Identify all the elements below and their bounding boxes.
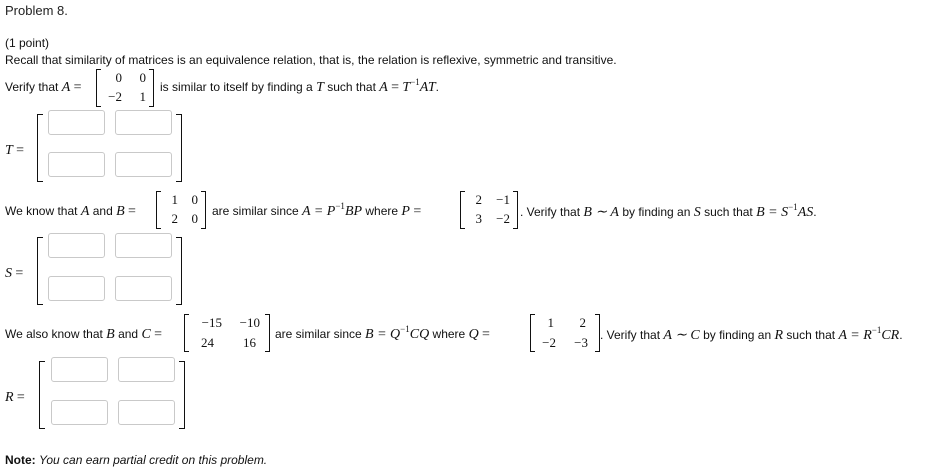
matrix-r-right-bracket <box>179 361 185 429</box>
matrix-q-cell: −2 <box>542 335 556 350</box>
note <box>5 453 267 467</box>
formula-inverse: −1 <box>335 201 345 211</box>
part2-sentence-mid <box>212 201 422 220</box>
label-s: S <box>5 266 12 281</box>
part3-sentence <box>5 327 162 343</box>
formula-bp: BP <box>344 204 363 219</box>
r-input-11[interactable] <box>51 357 108 382</box>
var-s: S <box>693 205 701 220</box>
part1-tail: such that <box>327 80 376 94</box>
formula-b-s: B = S <box>756 205 789 220</box>
part1-sentence-rest <box>160 77 439 96</box>
verify-text: . Verify that <box>600 328 661 342</box>
relation-a-c: A ∼ C <box>663 328 700 343</box>
var-a: A <box>61 80 71 95</box>
note-text: You can earn partial credit on this problem. <box>39 453 268 467</box>
verify-text: . Verify that <box>520 205 581 219</box>
s-input-22[interactable] <box>115 276 172 301</box>
matrix-s-right-bracket <box>176 237 182 305</box>
part1-prefix: Verify that <box>5 80 59 94</box>
equals-sign: = <box>16 390 25 405</box>
matrix-p-cell: 2 <box>475 192 482 207</box>
part1-sentence <box>5 80 82 96</box>
where-text: where <box>365 204 399 218</box>
part2-mid: are similar since <box>212 204 299 218</box>
note-label: Note: <box>5 453 36 467</box>
matrix-b-cell: 1 <box>171 192 178 207</box>
r-input-21[interactable] <box>51 400 108 425</box>
label-r: R <box>5 390 14 405</box>
matrix-q-cell: 1 <box>547 315 554 330</box>
matrix-p <box>460 191 518 229</box>
matrix-r-left-bracket <box>39 361 45 429</box>
var-t: T <box>316 80 324 95</box>
formula-eq: = <box>391 80 400 95</box>
var-b: B <box>116 204 125 219</box>
equals-sign: = <box>154 327 163 342</box>
matrix-c-cell: −15 <box>201 315 222 330</box>
equals-sign: = <box>128 204 136 219</box>
matrix-b-cell: 2 <box>171 211 178 226</box>
formula-inverse: −1 <box>400 324 410 334</box>
matrix-b <box>156 191 206 229</box>
by-text: by finding an <box>622 205 691 219</box>
formula-inverse: −1 <box>788 202 798 212</box>
where-text: where <box>432 327 466 341</box>
matrix-p-cell: −1 <box>496 192 510 207</box>
answer-t-label <box>5 143 24 159</box>
matrix-b-cell: 0 <box>191 211 198 226</box>
var-p: P <box>401 204 410 219</box>
t-input-21[interactable] <box>48 152 105 177</box>
matrix-q-cell: 2 <box>579 315 586 330</box>
matrix-p-cell: 3 <box>475 211 482 226</box>
formula-inverse: −1 <box>410 77 420 87</box>
and-text: and <box>92 204 113 218</box>
intro-text: Recall that similarity of matrices is an equivalence relation, that is, the relation is reflexive, symmetric and transitive. <box>5 53 617 67</box>
formula-cr: CR <box>881 328 900 343</box>
formula-as: AS <box>797 205 814 220</box>
period: . <box>813 205 817 219</box>
such-that-text: such that <box>786 328 836 342</box>
var-q: Q <box>468 327 479 342</box>
answer-r-label <box>5 390 25 406</box>
r-input-22[interactable] <box>118 400 175 425</box>
matrix-t-left-bracket <box>37 114 43 182</box>
equals-sign: = <box>413 204 422 219</box>
equals-sign: = <box>73 80 82 95</box>
matrix-p-cell: −2 <box>496 211 510 226</box>
formula-a-pbp: A = P <box>302 204 336 219</box>
problem-title: Problem 8. <box>5 3 68 18</box>
formula-a-r: A = R <box>838 328 872 343</box>
part1-mid: is similar to itself by finding a <box>160 80 313 94</box>
part2-prefix: We know that <box>5 204 78 218</box>
matrix-c <box>184 314 270 352</box>
matrix-c-cell: 24 <box>201 335 214 350</box>
matrix-a-cell: 0 <box>115 70 122 85</box>
matrix-a-cell: 1 <box>139 89 146 104</box>
matrix-c-cell: 16 <box>243 335 256 350</box>
part3-mid: are similar since <box>275 327 362 341</box>
part2-sentence-rest <box>520 204 817 221</box>
formula-a: A <box>379 80 388 95</box>
matrix-q <box>530 314 600 352</box>
var-a: A <box>80 204 90 219</box>
label-t: T <box>5 143 13 158</box>
matrix-t-right-bracket <box>176 114 182 182</box>
matrix-q-cell: −3 <box>574 335 588 350</box>
relation-b-a: B ∼ A <box>583 205 619 220</box>
answer-s-label <box>5 266 23 282</box>
matrix-s-left-bracket <box>37 237 43 305</box>
s-input-12[interactable] <box>115 233 172 258</box>
formula-inverse: −1 <box>871 325 882 335</box>
formula-at: AT <box>419 80 436 95</box>
equals-sign: = <box>15 266 24 281</box>
part3-sentence-rest <box>600 327 903 344</box>
matrix-a <box>96 69 154 107</box>
part3-prefix: We also know that <box>5 327 103 341</box>
t-input-12[interactable] <box>115 110 172 135</box>
by-text: by finding an <box>703 328 772 342</box>
formula-t: T <box>402 80 411 95</box>
s-input-11[interactable] <box>48 233 105 258</box>
matrix-c-cell: −10 <box>239 315 260 330</box>
var-b: B <box>106 327 115 342</box>
part2-sentence <box>5 204 136 220</box>
s-input-21[interactable] <box>48 276 105 301</box>
matrix-b-cell: 0 <box>191 192 198 207</box>
part3-sentence-mid <box>275 324 490 343</box>
points-label: (1 point) <box>5 36 50 50</box>
formula-cq: CQ <box>409 327 430 342</box>
such-that-text: such that <box>704 205 753 219</box>
period: . <box>435 80 439 94</box>
t-input-22[interactable] <box>115 152 172 177</box>
var-r: R <box>774 328 784 343</box>
equals-sign: = <box>16 143 25 158</box>
var-c: C <box>141 327 151 342</box>
formula-b-q: B = Q <box>365 327 401 342</box>
period: . <box>899 328 903 342</box>
and-text: and <box>118 327 139 341</box>
equals-sign: = <box>482 327 490 342</box>
t-input-11[interactable] <box>48 110 105 135</box>
matrix-a-cell: 0 <box>139 70 146 85</box>
r-input-12[interactable] <box>118 357 175 382</box>
matrix-a-cell: −2 <box>108 89 122 104</box>
